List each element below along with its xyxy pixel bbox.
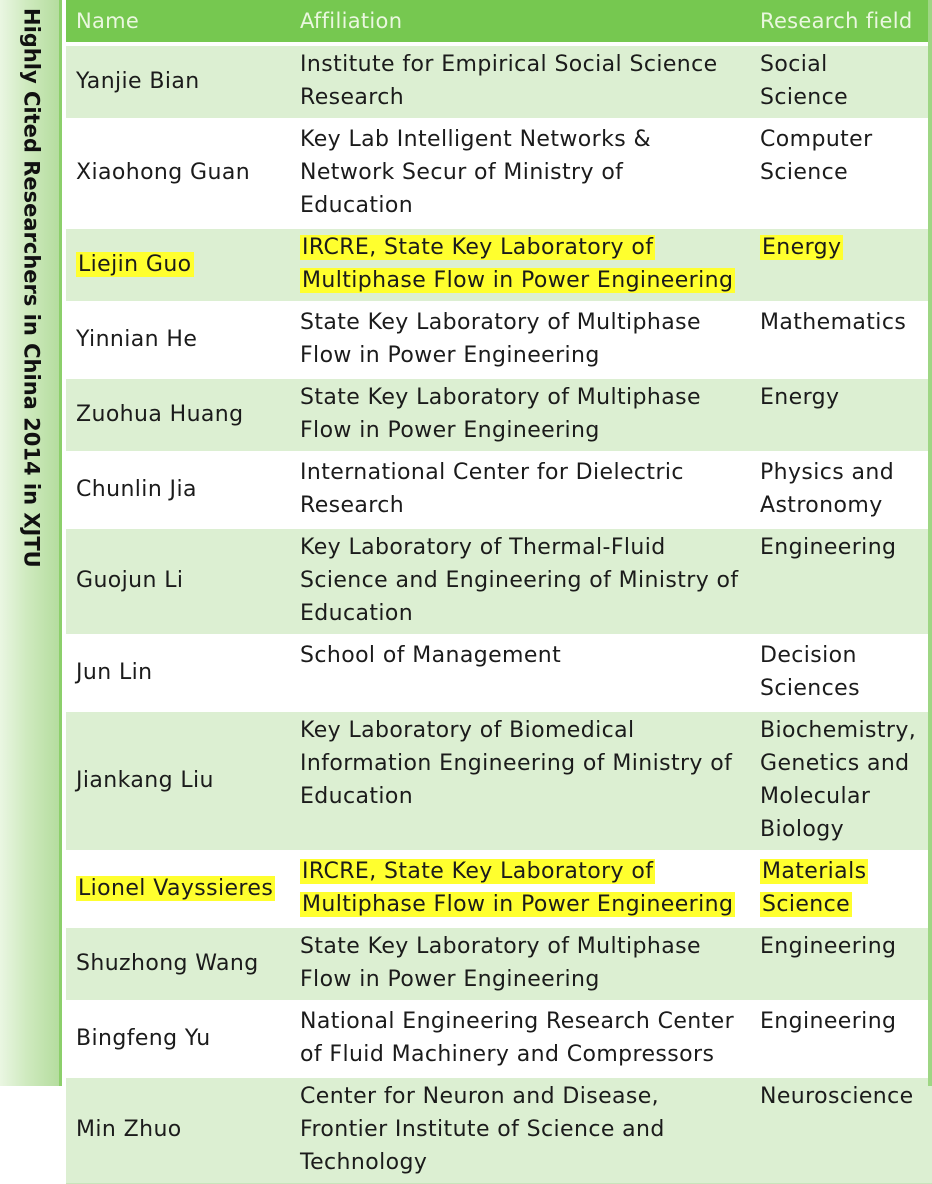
side-banner — [0, 0, 62, 1086]
researcher-affiliation-cell — [290, 1002, 750, 1077]
researcher-name-cell — [66, 1002, 290, 1077]
researcher-name: Guojun Li — [76, 568, 184, 593]
researcher-name: Chunlin Jia — [76, 476, 197, 502]
researcher-field: Materials Science — [762, 859, 867, 917]
researcher-affiliation: Key Laboratory of Thermal-Fluid Science and Engineering of Ministry of Education — [300, 535, 739, 626]
researcher-field: Engineering — [760, 1009, 897, 1034]
researcher-affiliation: State Key Laboratory of Multiphase Flow in Power Engineering — [300, 385, 701, 443]
side-title: Highly Cited Researchers in China 2014 in XJTU — [19, 8, 44, 568]
researcher-name-cell — [66, 378, 290, 453]
researcher-affiliation-cell — [290, 852, 750, 927]
researcher-field-cell — [750, 1002, 932, 1077]
researcher-affiliation: Center for Neuron and Disease, Frontier Institute of Science and Technology — [300, 1084, 665, 1175]
researcher-field: Engineering — [760, 535, 897, 560]
header-affiliation: Affiliation — [290, 0, 750, 44]
researcher-affiliation-cell — [290, 303, 750, 378]
researcher-affiliation: State Key Laboratory of Multiphase Flow in Power Engineering — [300, 310, 701, 368]
researcher-name-cell — [66, 852, 290, 927]
researcher-affiliation-cell — [290, 636, 750, 711]
researcher-name: Lionel Vayssieres — [78, 875, 274, 901]
table-body — [66, 44, 932, 1184]
researcher-name: Yanjie Bian — [76, 68, 200, 94]
researcher-affiliation-cell — [290, 378, 750, 453]
researcher-name: Jiankang Liu — [76, 767, 214, 793]
table-row — [66, 1077, 932, 1184]
header-name: Name — [66, 0, 290, 44]
researcher-affiliation-cell — [290, 228, 750, 303]
researcher-affiliation: School of Management — [300, 643, 562, 668]
researcher-field-cell — [750, 303, 932, 378]
table-row — [66, 228, 932, 303]
researcher-affiliation: Key Laboratory of Biomedical Information Engineering of Ministry of Education — [300, 718, 733, 809]
researcher-field-cell — [750, 378, 932, 453]
researcher-name: Yinnian He — [76, 326, 198, 352]
researcher-field: Engineering — [760, 934, 897, 959]
researcher-name-cell — [66, 636, 290, 711]
researcher-affiliation-cell — [290, 927, 750, 1002]
researcher-field-cell — [750, 927, 932, 1002]
researcher-affiliation: Institute for Empirical Social Science Research — [300, 52, 718, 110]
researcher-name: Xiaohong Guan — [76, 160, 251, 185]
researcher-field-cell — [750, 852, 932, 927]
researcher-name-cell — [66, 453, 290, 528]
researcher-field-cell — [750, 44, 932, 120]
researcher-affiliation: International Center for Dielectric Research — [300, 460, 684, 518]
researcher-affiliation-cell — [290, 453, 750, 528]
researcher-field: Energy — [760, 385, 840, 410]
table-row — [66, 528, 932, 636]
researcher-field-cell — [750, 711, 932, 852]
table-row — [66, 711, 932, 852]
researcher-field: Energy — [762, 235, 842, 260]
researcher-field-cell — [750, 528, 932, 636]
researcher-field: Decision Sciences — [760, 643, 860, 701]
table-row — [66, 852, 932, 927]
researcher-name-cell — [66, 44, 290, 120]
table-row — [66, 636, 932, 711]
right-edge-border — [928, 0, 932, 1086]
researcher-name: Liejin Guo — [78, 251, 192, 277]
researcher-field: Neuroscience — [760, 1084, 914, 1109]
researcher-field: Social Science — [760, 52, 849, 110]
researcher-name-cell — [66, 927, 290, 1002]
researcher-affiliation: Key Lab Intelligent Networks & Network Secur of Ministry of Education — [300, 127, 652, 218]
researcher-field: Computer Science — [760, 127, 873, 185]
researcher-field-cell — [750, 453, 932, 528]
table-row — [66, 927, 932, 1002]
researcher-field: Physics and Astronomy — [760, 460, 895, 518]
researcher-affiliation-cell — [290, 711, 750, 852]
researcher-field-cell — [750, 120, 932, 228]
table-header — [66, 0, 932, 44]
researcher-field-cell — [750, 636, 932, 711]
researcher-name: Jun Lin — [76, 659, 153, 685]
researcher-name: Min Zhuo — [76, 1117, 182, 1142]
researcher-name: Shuzhong Wang — [76, 950, 259, 976]
researcher-name-cell — [66, 1077, 290, 1184]
researchers-table — [66, 0, 932, 1184]
researcher-affiliation-cell — [290, 1077, 750, 1184]
researcher-field: Biochemistry, Genetics and Molecular Biology — [760, 718, 917, 842]
researcher-name-cell — [66, 711, 290, 852]
researcher-affiliation: State Key Laboratory of Multiphase Flow in Power Engineering — [300, 934, 701, 992]
researcher-affiliation: IRCRE, State Key Laboratory of Multiphase Flow in Power Engineering — [302, 859, 734, 917]
researcher-name-cell — [66, 228, 290, 303]
researchers-table-container — [66, 0, 932, 1184]
researcher-field-cell — [750, 228, 932, 303]
researcher-field: Mathematics — [760, 310, 907, 335]
header-row — [66, 0, 932, 44]
researcher-affiliation-cell — [290, 120, 750, 228]
researcher-name-cell — [66, 303, 290, 378]
researcher-affiliation-cell — [290, 528, 750, 636]
researcher-name: Zuohua Huang — [76, 401, 244, 427]
table-row — [66, 120, 932, 228]
researcher-name-cell — [66, 528, 290, 636]
researcher-affiliation-cell — [290, 44, 750, 120]
researcher-name-cell — [66, 120, 290, 228]
researcher-affiliation: National Engineering Research Center of Fluid Machinery and Compressors — [300, 1009, 735, 1067]
table-row — [66, 378, 932, 453]
table-row — [66, 303, 932, 378]
researcher-affiliation: IRCRE, State Key Laboratory of Multiphase Flow in Power Engineering — [302, 235, 734, 293]
header-research-field: Research field — [750, 0, 932, 44]
researcher-name: Bingfeng Yu — [76, 1025, 211, 1051]
table-row — [66, 44, 932, 120]
table-row — [66, 1002, 932, 1077]
table-row — [66, 453, 932, 528]
researcher-field-cell — [750, 1077, 932, 1184]
